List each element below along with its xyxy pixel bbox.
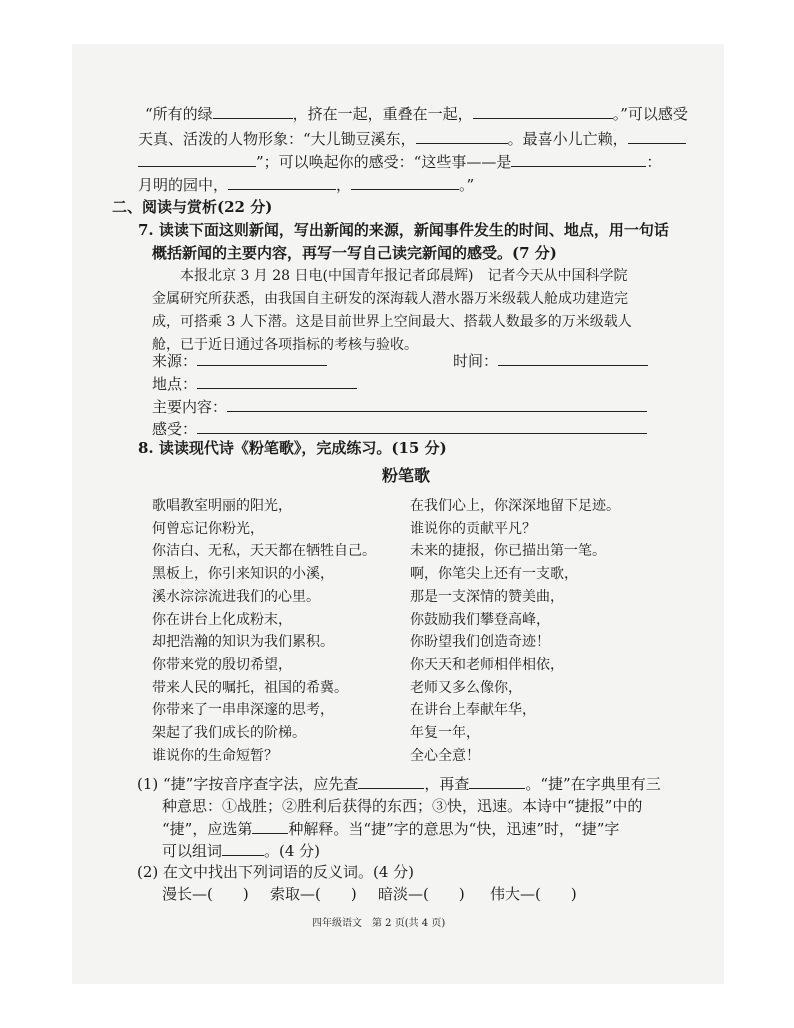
poem-line: 你洁白、无私，天天都在牺牲自己。 [152,543,376,559]
fill-in-text: 。最喜小儿亡赖， [507,130,628,148]
poem-line: 黑板上，你引来知识的小溪， [152,566,334,582]
fill-in-line-3 [138,151,661,172]
poem-line: 老师又多么像你， [410,680,522,696]
news-text-line-1: 本报北京 3 月 28 日电(中国青年报记者邱晨辉) 记者今天从中国科学院 [180,268,628,284]
fill-in-text: ： [646,153,662,171]
q7-prompt-line-1: 7. 读读下面这则新闻，写出新闻的来源，新闻事件发生的时间、地点，用一句话 [138,221,669,239]
q8-prompt: 8. 读读现代诗《粉笔歌》，完成练习。(15 分) [138,439,447,457]
poem-line: 却把浩瀚的知识为我们累积。 [152,634,334,650]
answer-blank[interactable] [473,103,613,119]
fill-in-line-1 [145,103,688,124]
place-input[interactable] [197,373,357,389]
poem-line: 未来的捷报，你已描出第一笔。 [410,543,606,559]
feeling-field [152,418,647,439]
poem-line: 何曾忘记你粉光， [152,521,264,537]
poem-line: 你带来党的殷切希望， [152,657,292,673]
answer-blank[interactable] [228,174,336,190]
antonym-item[interactable]: 漫长—( ) [162,885,249,903]
poem-line: 谁说你的生命短暂？ [152,748,278,764]
feeling-input[interactable] [197,418,647,434]
page-footer: 四年级语文 第 2 页(共 4 页) [312,918,446,929]
antonym-item[interactable]: 索取—( ) [270,885,357,903]
sub1-text: (1) “捷”字按音序查字法，应先查 [137,775,359,793]
source-input[interactable] [197,350,327,366]
poem-line: 你天天和老师相伴相依， [410,657,564,673]
poem-line: 你带来了一串串深邃的思考， [152,702,334,718]
source-field [152,350,327,371]
sub1-text: ，再查 [424,775,470,793]
poem-line: 溪水淙淙流进我们的心里。 [152,589,320,605]
poem-line: 歌唱教室明丽的阳光， [152,498,292,514]
place-label: 地点： [152,375,198,393]
main-content-input[interactable] [227,396,647,412]
answer-blank[interactable] [628,128,686,144]
poem-line: 你在讲台上化成粉末， [152,612,292,628]
answer-blank[interactable] [252,818,288,834]
answer-blank[interactable] [351,174,459,190]
q8-sub1-line-3 [162,818,619,839]
fill-in-text: ， [336,176,352,194]
poem-line: 啊，你笔尖上还有一支歌， [410,566,578,582]
poem-line: 谁说你的贡献平凡？ [410,521,536,537]
fill-in-text: ”；可以唤起你的感受：“这些事——是 [256,153,512,171]
sub1-text: 。“捷”在字典里有三 [525,775,661,793]
sub1-text: “捷”，应选第 [162,820,253,838]
poem-line: 全心全意！ [410,748,480,764]
fill-in-line-4 [138,174,474,195]
main-content-field [152,396,647,417]
sub1-text: 。(4 分) [264,842,321,860]
feeling-label: 感受： [152,420,198,438]
poem-line: 年复一年， [410,725,480,741]
answer-blank[interactable] [213,103,293,119]
antonym-row [162,884,590,904]
fill-in-text: 。”可以感受 [612,105,688,123]
news-text-line-2: 金属研究所获悉，由我国自主研发的深海载人潜水器万米级载人舱成功建造完 [152,291,628,307]
fill-in-text: 天真、活泼的人物形象：“大儿锄豆溪东， [138,130,416,148]
poem-line: 在我们心上，你深深地留下足迹。 [410,498,620,514]
time-label: 时间： [453,352,499,370]
answer-blank[interactable] [222,840,264,856]
time-field [453,350,648,371]
q8-sub1-line-1 [137,773,661,794]
poem-line: 带来人民的嘱托，祖国的希冀。 [152,680,348,696]
antonym-item[interactable]: 暗淡—( ) [378,885,465,903]
answer-blank[interactable] [138,151,256,167]
antonym-item[interactable]: 伟大—( ) [490,885,577,903]
q8-sub1-line-4 [162,840,320,861]
poem-line: 架起了我们成长的阶梯。 [152,725,306,741]
news-text-line-3: 成，可搭乘 3 人下潜。这是目前世界上空间最大、搭载人数最多的万米级载人 [152,314,632,330]
section-heading: 二、阅读与赏析(22 分) [112,198,273,216]
fill-in-text: “所有的绿 [145,105,213,123]
place-field [152,373,357,394]
sub1-text: 种解释。当“捷”字的意思为“快，迅速”时，“捷”字 [288,820,620,838]
time-input[interactable] [498,350,648,366]
poem-line: 在讲台上奉献年华， [410,702,536,718]
poem-line: 你盼望我们创造奇迹！ [410,634,550,650]
fill-in-text: ，挤在一起，重叠在一起， [292,105,473,123]
q8-sub1-line-2: 种意思：①战胜；②胜利后获得的东西；③快，迅速。本诗中“捷报”中的 [162,797,643,815]
answer-blank[interactable] [358,773,424,789]
q8-sub2-prompt: (2) 在文中找出下列词语的反义词。(4 分) [137,863,415,881]
source-label: 来源： [152,352,198,370]
q7-prompt-line-2: 概括新闻的主要内容，再写一写自己读完新闻的感受。(7 分) [152,244,557,262]
fill-in-line-2 [138,128,686,149]
sub1-text: 可以组词 [162,842,223,860]
fill-in-text: 月明的园中， [138,176,229,194]
poem-line: 那是一支深情的赞美曲， [410,589,564,605]
news-text-line-4: 舱，已于近日通过各项指标的考核与验收。 [152,337,418,353]
main-content-label: 主要内容： [152,398,228,416]
poem-title: 粉笔歌 [382,466,431,485]
poem-line: 你鼓励我们攀登高峰， [410,612,550,628]
answer-blank[interactable] [511,151,646,167]
answer-blank[interactable] [469,773,525,789]
fill-in-text: 。” [459,176,475,194]
answer-blank[interactable] [416,128,508,144]
